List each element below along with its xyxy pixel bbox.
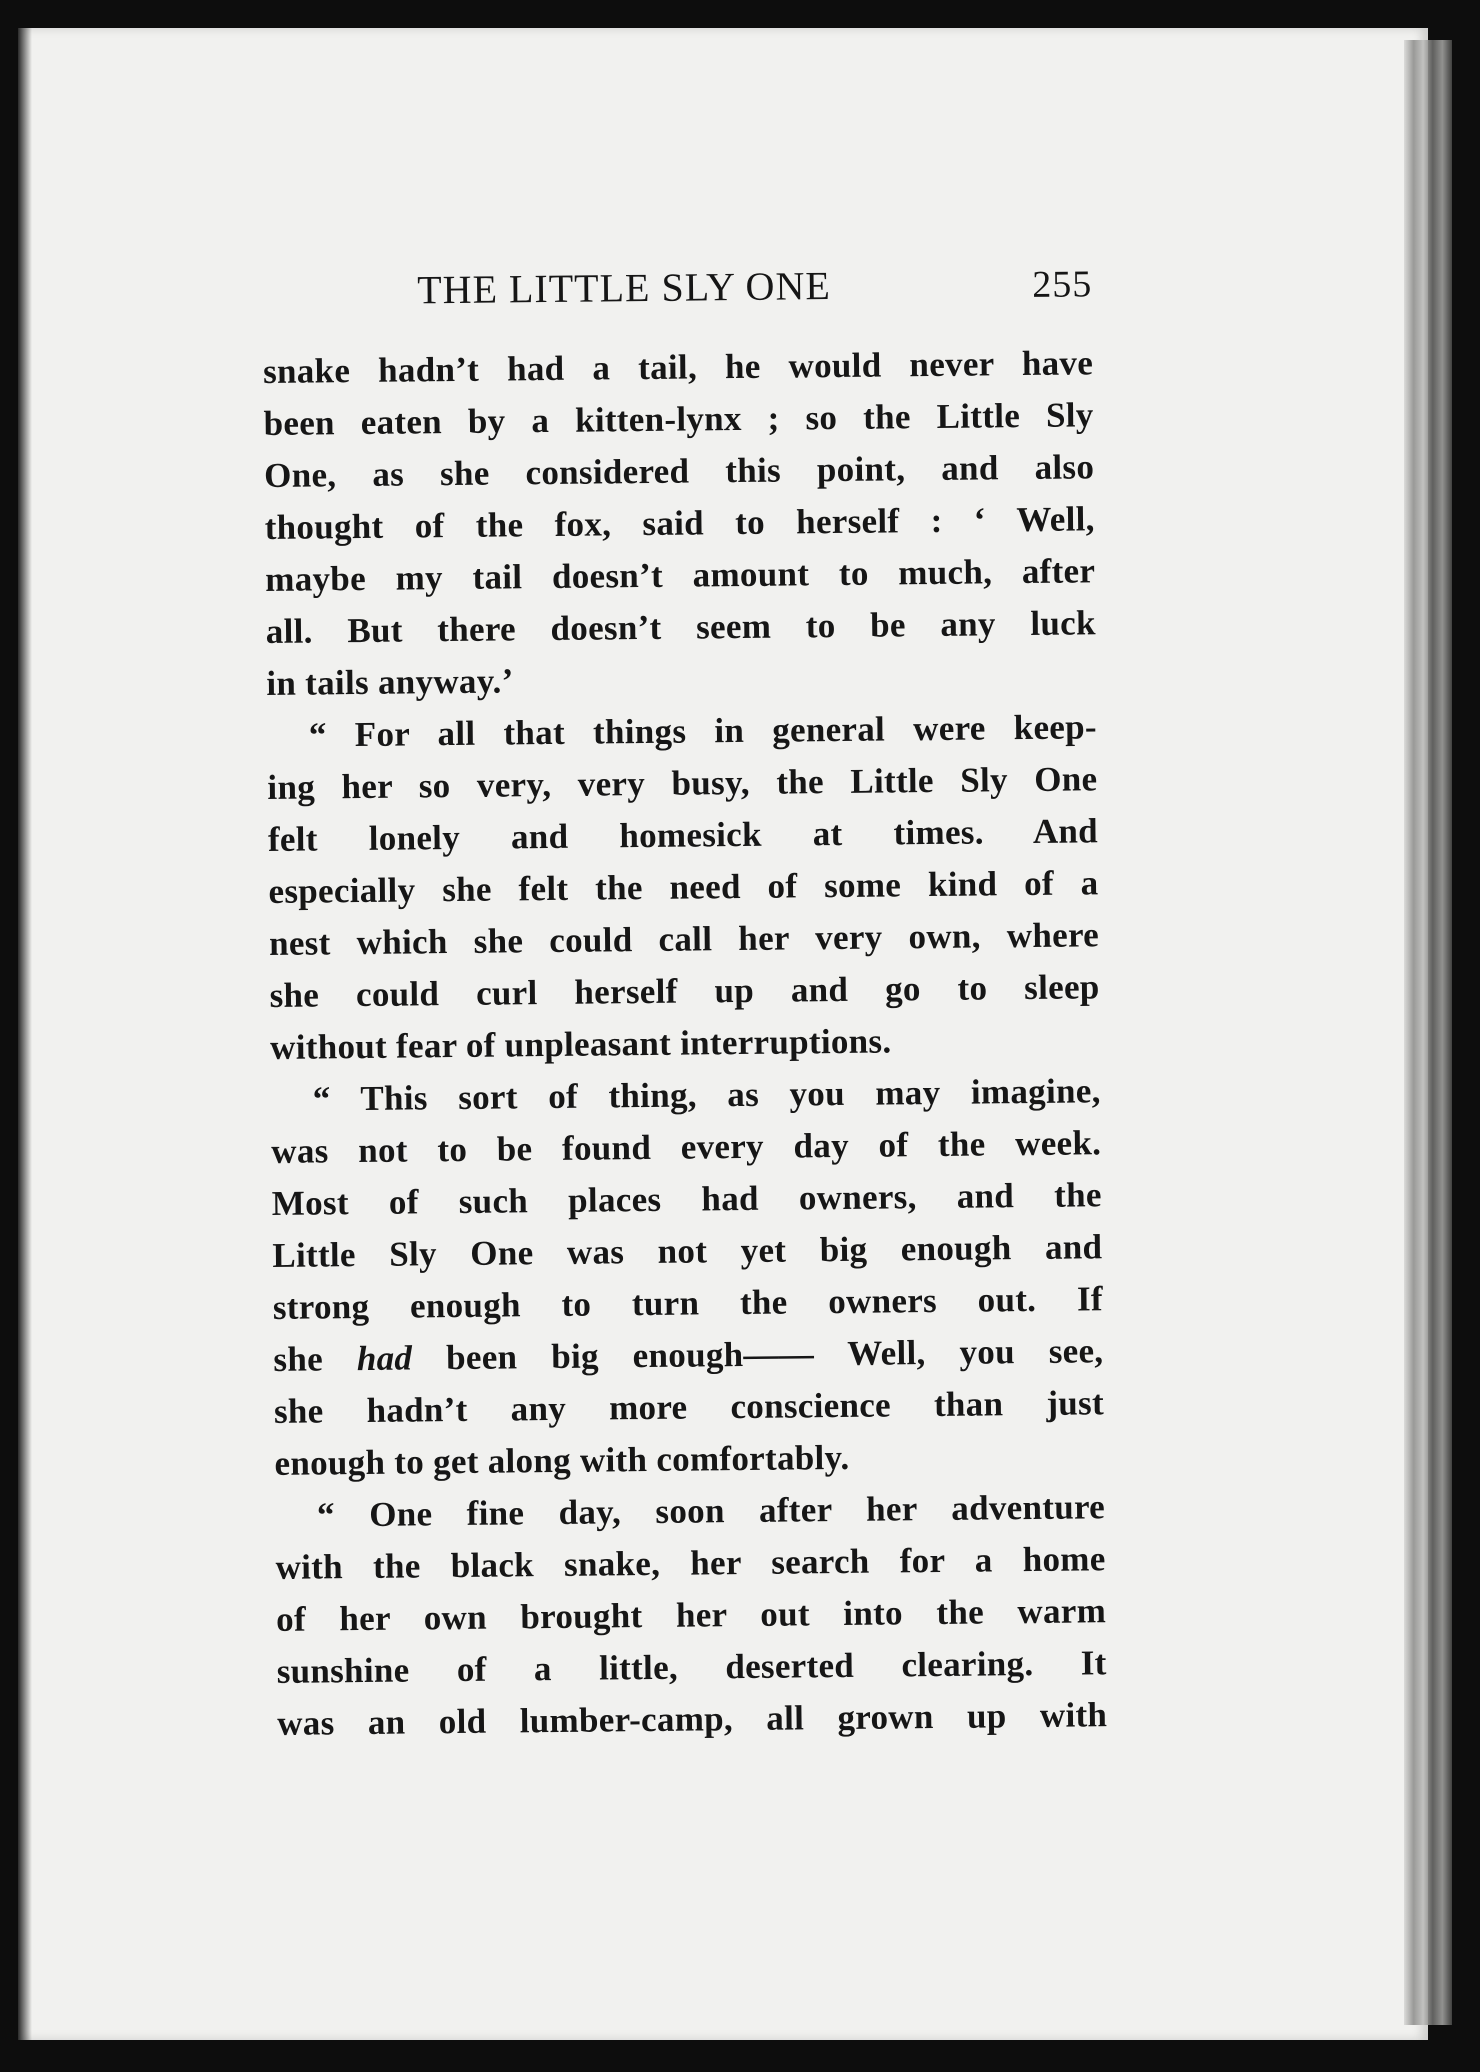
text-line: been eaten by a kitten-lynx ; so the Little Sly — [263, 395, 1094, 443]
text-line-with-emphasis — [273, 1325, 1103, 1386]
text-line: she could curl herself up and go to sleep — [269, 967, 1100, 1015]
emphasized-word: had — [356, 1338, 413, 1379]
page-text-block — [262, 259, 1107, 1750]
text-line: of her own brought her out into the warm — [275, 1591, 1107, 1639]
spine-shadow — [18, 28, 32, 2040]
text-line: “ This sort of thing, as you may imagine, — [312, 1071, 1101, 1119]
text-line: ing her so very, very busy, the Little Sly One — [267, 759, 1098, 807]
text-line: strong enough to turn the owners out. If — [272, 1279, 1104, 1327]
text-span: she — [273, 1339, 358, 1379]
text-span: been big enough—— Well, you see, — [412, 1331, 1104, 1378]
text-line: felt lonely and homesick at times. And — [267, 811, 1099, 859]
text-line: Most of such places had owners, and the — [271, 1175, 1102, 1223]
running-head — [417, 259, 1092, 316]
text-line: she hadn’t any more conscience than just — [273, 1383, 1105, 1431]
text-line: “ One fine day, soon after her adventure — [316, 1487, 1106, 1535]
text-line: thought of the fox, said to herself : ‘ Well, — [264, 499, 1095, 547]
text-line: enough to get along with comfortably. — [274, 1437, 850, 1483]
text-line: in tails anyway.’ — [266, 661, 514, 703]
text-line: without fear of unpleasant interruptions. — [269, 1021, 892, 1067]
page-number: 255 — [1031, 263, 1093, 306]
page-edge-stack — [1404, 40, 1452, 2025]
text-line: especially she felt the need of some kind of a — [268, 863, 1099, 911]
running-title: THE LITTLE SLY ONE — [417, 263, 831, 313]
text-line: Little Sly One was not yet big enough and — [272, 1227, 1103, 1275]
text-line: nest which she could call her very own, where — [268, 915, 1100, 963]
text-line: all. But there doesn’t seem to be any luck — [265, 603, 1096, 651]
text-line: was an old lumber-camp, all grown up with — [277, 1695, 1108, 1743]
text-line: snake hadn’t had a tail, he would never have — [262, 343, 1094, 391]
text-line: One, as she considered this point, and also — [263, 447, 1095, 495]
text-line: “ For all that things in general were keep- — [308, 707, 1098, 755]
text-line: maybe my tail doesn’t amount to much, after — [265, 551, 1096, 599]
text-line: sunshine of a little, deserted clearing. It — [276, 1643, 1107, 1691]
text-line: was not to be found every day of the week. — [271, 1123, 1102, 1171]
text-line: with the black snake, her search for a home — [275, 1539, 1106, 1587]
